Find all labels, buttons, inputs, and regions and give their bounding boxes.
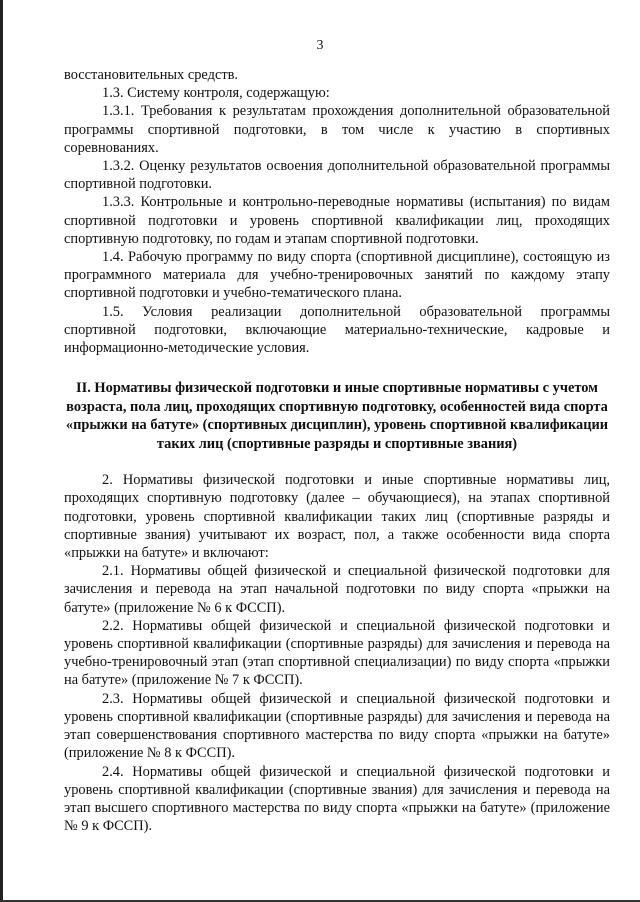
paragraph: 2.2. Нормативы общей физической и специальной физической подготовки и уровень спортивной квалификации (спортивные разряды) для зачисления и перевода на учебно-тренировочный этап (этап спортивной специализации) по виду спорта «прыжки на батуте» (приложение № 7 к ФССП). xyxy=(64,617,610,689)
paragraph: 1.3.1. Требования к результатам прохождения дополнительной образовательной программы спортивной подготовки, в том числе к участию в спортивных соревнованиях. xyxy=(64,103,610,156)
section-heading: II. Нормативы физической подготовки и иные спортивные нормативы с учетом возраста, пола лиц, проходящих спортивную подготовку, особенностей вида спорта «прыжки на батуте» (спортивных дисциплин), уровень спортивной квалификации таких лиц (спортивные разряды и спортивные звания) xyxy=(65,380,609,452)
scan-edge-left xyxy=(0,0,3,902)
paragraph: 1.3.3. Контрольные и контрольно-переводные нормативы (испытания) по видам спортивной подготовки и уровень спортивной квалификации лиц, проходящих спортивную подготовку, по годам и этапам спортивной подготовки. xyxy=(64,194,610,247)
paragraph: 2.3. Нормативы общей физической и специальной физической подготовки и уровень спортивной квалификации (спортивные разряды) для зачисления и перевода на этап совершенствования спортивного мастерства по виду спорта «прыжки на батуте» (приложение № 8 к ФССП). xyxy=(64,690,610,762)
paragraph: 2.1. Нормативы общей физической и специальной физической подготовки для зачисления и перевода на этап начальной подготовки по виду спорта «прыжки на батуте» (приложение № 6 к ФССП). xyxy=(64,563,610,616)
paragraph: 1.3.2. Оценку результатов освоения дополнительной образовательной программы спортивной подготовки. xyxy=(64,158,610,193)
document-body xyxy=(64,66,610,835)
paragraph: 1.3. Систему контроля, содержащую: xyxy=(102,85,330,102)
paragraph: восстановительных средств. xyxy=(64,67,239,83)
paragraph: 2. Нормативы физической подготовки и иные спортивные нормативы лиц, проходящих спортивную подготовку (далее – обучающиеся), на этапах спортивной подготовки, уровень спортивной квалификации таких лиц (спортивные разряды и спортивные звания) учитывают их возраст, пол, а также особенности вида спорта «прыжки на батуте» и включают: xyxy=(64,472,610,562)
paragraph: 1.5. Условия реализации дополнительной образовательной программы спортивной подготовки, включающие материально-технические, кадровые и информационно-методические условия. xyxy=(64,303,610,357)
paragraph: 2.4. Нормативы общей физической и специальной физической подготовки и уровень спортивной квалификации (спортивные звания) для зачисления и перевода на этап высшего спортивного мастерства по виду спорта «прыжки на батуте» (приложение № 9 к ФССП). xyxy=(64,763,610,835)
page-number: 3 xyxy=(316,38,324,53)
paragraph: 1.4. Рабочую программу по виду спорта (спортивной дисциплине), состоящую из программного материала для учебно-тренировочных занятий по каждому этапу спортивной подготовки и учебно-тематического плана. xyxy=(64,249,610,302)
